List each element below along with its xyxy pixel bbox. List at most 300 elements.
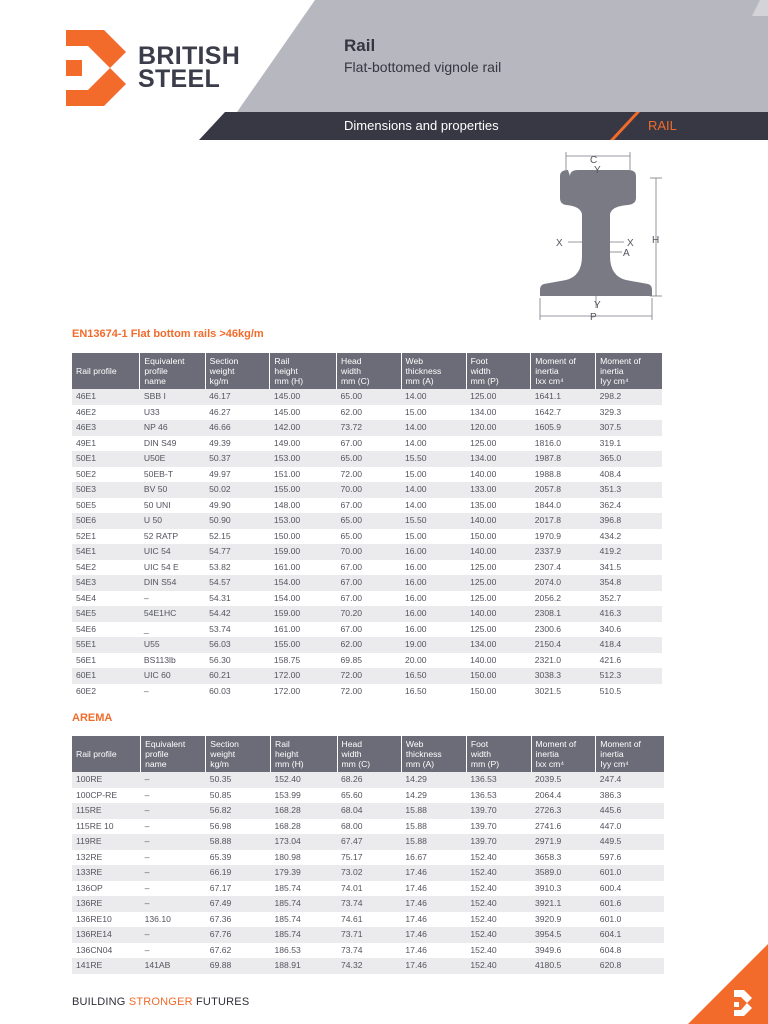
table-cell: 152.40 <box>466 958 531 974</box>
table-cell: 16.00 <box>401 575 466 591</box>
table-cell: 140.00 <box>470 468 497 479</box>
table-row <box>72 637 662 653</box>
table-cell: 136RE <box>72 896 141 912</box>
table-cell: 120.00 <box>466 420 531 436</box>
table-cell: 152.40 <box>466 927 531 943</box>
column-header-line: inertia <box>600 749 624 759</box>
table-cell: DIN S49 <box>143 437 177 448</box>
table-cell: 447.0 <box>599 820 622 831</box>
table-cell: 125.00 <box>470 623 497 634</box>
table-cell: 54E1 <box>72 544 140 560</box>
column-header <box>531 353 596 389</box>
table-cell: 58.88 <box>206 834 271 850</box>
table-cell: 3921.1 <box>531 896 596 912</box>
table-cell: 419.2 <box>596 544 662 560</box>
footer-tagline-part1: BUILDING <box>72 996 129 1008</box>
table-cell: 54E2 <box>76 561 97 572</box>
table-cell: _ <box>143 623 149 634</box>
table-cell: 119RE <box>72 834 141 850</box>
table-cell: 601.0 <box>599 913 622 924</box>
table-cell: 17.46 <box>401 958 466 974</box>
table-cell: 340.6 <box>599 623 622 634</box>
column-header-line: width <box>470 366 491 376</box>
table-cell: 1641.1 <box>531 389 596 405</box>
table-cell: 73.71 <box>337 927 401 943</box>
table-cell: 73.74 <box>341 944 363 955</box>
table-row <box>72 881 664 897</box>
column-header <box>140 353 205 389</box>
table-cell: 72.00 <box>340 685 363 696</box>
table-cell: 67.00 <box>340 592 363 603</box>
table-cell: 50E3 <box>72 482 140 498</box>
column-header <box>401 353 466 389</box>
table-cell: 50E2 <box>76 468 97 479</box>
table-cell: 141RE <box>72 958 141 974</box>
column-header-line: height <box>275 749 299 759</box>
table-cell: 50E5 <box>76 499 97 510</box>
table-cell: 132RE <box>76 851 103 862</box>
table-cell: 298.2 <box>596 389 662 405</box>
table-cell: 136CN04 <box>76 944 113 955</box>
table-cell: 50 UNI <box>143 499 171 510</box>
column-header-line: Iyy cm⁴ <box>600 759 629 769</box>
table-row <box>72 684 662 700</box>
table-cell: 73.72 <box>337 420 401 436</box>
column-header-line: profile <box>145 749 169 759</box>
table-cell: 2337.9 <box>531 544 596 560</box>
table-row <box>72 653 662 669</box>
table-cell: U 50 <box>140 513 205 529</box>
arema-rails-table <box>72 736 664 974</box>
table-row <box>72 912 664 928</box>
footer-tagline <box>72 996 249 1008</box>
table-row <box>72 834 664 850</box>
table-cell: 125.00 <box>470 437 497 448</box>
table-cell: 50.35 <box>206 772 271 788</box>
column-header-line: mm (C) <box>341 759 371 769</box>
table-cell: 72.00 <box>340 468 363 479</box>
table-cell: 185.74 <box>274 882 301 893</box>
diagram-label-a: A <box>623 248 630 259</box>
table-cell: 67.62 <box>209 944 232 955</box>
table-cell: 3910.3 <box>535 882 562 893</box>
table-cell: 145.00 <box>273 406 301 417</box>
table-cell: 154.00 <box>270 575 337 591</box>
column-header <box>72 353 140 389</box>
table-cell: 152.40 <box>466 896 531 912</box>
table-row <box>72 420 662 436</box>
table-cell: 152.40 <box>466 865 531 881</box>
table-cell: 134.00 <box>470 406 497 417</box>
table-cell: 172.00 <box>270 668 337 684</box>
table-cell: 150.00 <box>466 668 531 684</box>
table-cell: 136OP <box>76 882 103 893</box>
table-cell: 73.74 <box>337 896 401 912</box>
table-cell: 56.98 <box>209 820 232 831</box>
table-row <box>72 819 664 835</box>
table-cell: 149.00 <box>273 437 301 448</box>
table-cell: 351.3 <box>596 482 662 498</box>
diagram-label-p: P <box>590 312 597 323</box>
table-row <box>72 482 662 498</box>
table-row <box>72 451 662 467</box>
table-row <box>72 668 662 684</box>
table-cell: 54.77 <box>205 544 270 560</box>
table-cell: 416.3 <box>596 606 662 622</box>
en-rails-table <box>72 353 662 699</box>
column-header <box>466 736 531 772</box>
table-row <box>72 606 662 622</box>
column-header-line: Web <box>405 356 424 366</box>
table-cell: 54E4 <box>76 592 97 603</box>
column-header <box>337 736 401 772</box>
table-cell: 140.00 <box>466 606 531 622</box>
table-cell: 155.00 <box>270 637 337 653</box>
table-cell: 15.50 <box>401 513 466 529</box>
column-header <box>271 736 338 772</box>
table-cell: 158.75 <box>273 654 301 665</box>
table-cell: 60E1 <box>72 668 140 684</box>
table-cell: 1988.8 <box>534 468 562 479</box>
column-header-line: Rail profile <box>76 366 117 376</box>
table-cell: 60.21 <box>205 668 270 684</box>
table-cell: 365.0 <box>596 451 662 467</box>
table-header-row <box>72 736 664 772</box>
column-header-line: Foot <box>470 356 488 366</box>
table-cell: 188.91 <box>271 958 338 974</box>
table-cell: 16.50 <box>405 685 427 696</box>
table-row <box>72 622 662 638</box>
table-cell: 16.50 <box>401 668 466 684</box>
column-header <box>270 353 337 389</box>
table-row <box>72 467 662 483</box>
table-cell: 1816.0 <box>534 437 562 448</box>
table-cell: 449.5 <box>596 834 664 850</box>
table-cell: 67.00 <box>340 623 363 634</box>
table-cell: 15.00 <box>405 468 427 479</box>
table-cell: 136.10 <box>144 913 171 924</box>
table-cell: 46E1 <box>72 389 140 405</box>
table-cell: 151.00 <box>273 468 301 479</box>
table-cell: 512.3 <box>596 668 662 684</box>
table-cell: 53.82 <box>209 561 231 572</box>
diagram-label-h: H <box>652 235 660 246</box>
table-cell: 2150.4 <box>531 637 596 653</box>
table-cell: 54.57 <box>205 575 270 591</box>
brand-name-line1: BRITISH <box>138 42 241 70</box>
column-header-line: Rail profile <box>76 749 117 759</box>
column-header-line: Rail <box>274 356 290 366</box>
table-cell: 142.00 <box>270 420 337 436</box>
column-header-line: width <box>341 366 362 376</box>
table-cell: – <box>144 820 150 831</box>
arema-section-title: AREMA <box>72 712 113 724</box>
table-cell: 145.00 <box>270 389 337 405</box>
brand-name-line2: STEEL <box>138 65 221 93</box>
table-cell: 49.39 <box>209 437 231 448</box>
table-cell: 14.00 <box>401 420 466 436</box>
table-cell: 4180.5 <box>531 958 596 974</box>
table-cell: 16.00 <box>405 623 427 634</box>
table-cell: 67.00 <box>337 575 401 591</box>
footer-tagline-part3: FUTURES <box>192 996 250 1008</box>
table-cell: 153.99 <box>274 789 301 800</box>
table-cell: DIN S54 <box>140 575 205 591</box>
table-cell: 17.46 <box>405 882 427 893</box>
table-cell: 152.40 <box>470 851 497 862</box>
table-cell: 55E1 <box>72 637 140 653</box>
en-section-title: EN13674-1 Flat bottom rails >46kg/m <box>72 328 264 340</box>
table-cell: SBB I <box>140 389 205 405</box>
table-cell: 134.00 <box>466 451 531 467</box>
column-header-line: inertia <box>535 366 559 376</box>
table-cell: 247.4 <box>596 772 664 788</box>
column-header-line: mm (H) <box>275 759 304 769</box>
table-cell: 54E5 <box>72 606 140 622</box>
table-cell: 152.40 <box>470 882 497 893</box>
table-cell: 16.67 <box>405 851 427 862</box>
table-cell: 62.00 <box>340 406 363 417</box>
page-title: Rail <box>344 36 376 55</box>
table-cell: 17.46 <box>401 927 466 943</box>
table-cell: 140.00 <box>466 544 531 560</box>
table-cell: 161.00 <box>273 623 301 634</box>
table-cell: 16.00 <box>405 592 427 603</box>
table-cell: 2017.8 <box>531 513 596 529</box>
table-cell: 69.88 <box>206 958 271 974</box>
diagram-label-c: C <box>590 155 598 166</box>
column-header-line: thickness <box>405 366 442 376</box>
table-row <box>72 803 664 819</box>
table-cell: 1844.0 <box>534 499 562 510</box>
table-cell: 172.00 <box>273 685 301 696</box>
table-cell: 60.03 <box>209 685 231 696</box>
table-cell: 15.00 <box>405 406 427 417</box>
column-header <box>596 736 664 772</box>
table-cell: NP 46 <box>140 420 205 436</box>
column-header-line: kg/m <box>210 759 229 769</box>
table-cell: 319.1 <box>599 437 622 448</box>
table-cell: 50.85 <box>209 789 232 800</box>
table-row <box>72 850 664 866</box>
table-cell: 136RE14 <box>72 927 141 943</box>
table-cell: 50.37 <box>205 451 270 467</box>
table-cell: 50E1 <box>72 451 140 467</box>
table-cell: 68.00 <box>341 820 363 831</box>
table-cell: 1605.9 <box>531 420 596 436</box>
table-cell: 2308.1 <box>531 606 596 622</box>
table-cell: 16.00 <box>401 544 466 560</box>
column-header <box>205 353 270 389</box>
column-header-line: Moment of <box>600 739 641 749</box>
table-cell: 70.20 <box>337 606 401 622</box>
table-row <box>72 896 664 912</box>
table-cell: 15.50 <box>401 451 466 467</box>
table-cell: 604.8 <box>599 944 622 955</box>
table-cell: 2074.0 <box>531 575 596 591</box>
table-cell: 54E1HC <box>140 606 205 622</box>
table-cell: 46E2 <box>76 406 97 417</box>
table-cell: – <box>141 834 206 850</box>
table-cell: UIC 54 E <box>143 561 179 572</box>
column-header <box>531 736 596 772</box>
table-cell: 56E1 <box>76 654 97 665</box>
table-cell: UIC 60 <box>140 668 205 684</box>
table-cell: 46.17 <box>205 389 270 405</box>
table-cell: 125.00 <box>470 561 497 572</box>
table-cell: 421.6 <box>599 654 622 665</box>
table-cell: 115RE <box>72 803 141 819</box>
table-cell: 14.29 <box>401 772 466 788</box>
table-cell: 3658.3 <box>535 851 562 862</box>
table-cell: 67.76 <box>206 927 271 943</box>
column-header-line: Rail <box>275 739 290 749</box>
table-cell: 2064.4 <box>535 789 562 800</box>
table-cell: 352.7 <box>599 592 622 603</box>
table-cell: – <box>144 944 150 955</box>
page-subtitle: Flat-bottomed vignole rail <box>344 59 502 75</box>
table-cell: 17.46 <box>405 944 427 955</box>
table-cell: 3589.0 <box>531 865 596 881</box>
table-cell: 15.88 <box>401 803 466 819</box>
table-cell: – <box>141 803 206 819</box>
table-cell: 2057.8 <box>531 482 596 498</box>
table-cell: 2321.0 <box>534 654 562 665</box>
table-cell: U33 <box>143 406 160 417</box>
table-cell: 74.61 <box>341 913 363 924</box>
table-cell: 150.00 <box>470 530 497 541</box>
column-header-line: Foot <box>470 739 489 749</box>
table-cell: 14.00 <box>401 389 466 405</box>
table-cell: 418.4 <box>596 637 662 653</box>
table-row <box>72 513 662 529</box>
column-header-line: mm (P) <box>470 376 499 386</box>
table-cell: 152.40 <box>470 913 497 924</box>
table-cell: 601.0 <box>596 865 664 881</box>
table-cell: 60E2 <box>76 685 97 696</box>
diagram-label-y-top: Y <box>594 165 601 176</box>
table-cell: 70.00 <box>337 544 401 560</box>
table-cell: 341.5 <box>599 561 622 572</box>
table-cell: 329.3 <box>599 406 622 417</box>
column-header-line: Iyy cm⁴ <box>600 376 629 386</box>
section-band-tag: RAIL <box>648 118 677 133</box>
table-row <box>72 958 664 974</box>
table-cell: – <box>141 865 206 881</box>
column-header <box>72 736 141 772</box>
table-cell: 67.47 <box>337 834 401 850</box>
table-cell: 65.00 <box>337 389 401 405</box>
column-header-line: height <box>274 366 298 376</box>
table-cell: 2971.9 <box>531 834 596 850</box>
column-header-line: Moment of <box>535 356 576 366</box>
table-cell: 52.15 <box>209 530 231 541</box>
column-header-line: Moment of <box>535 739 577 749</box>
table-cell: 148.00 <box>273 499 301 510</box>
column-header <box>206 736 271 772</box>
table-cell: 74.01 <box>341 882 363 893</box>
table-cell: 601.6 <box>596 896 664 912</box>
corner-logo-icon <box>668 944 768 1024</box>
table-cell: 396.8 <box>596 513 662 529</box>
table-cell: 17.46 <box>401 896 466 912</box>
column-header-line: name <box>145 759 167 769</box>
table-cell: 186.53 <box>274 944 301 955</box>
table-cell: 14.00 <box>401 482 466 498</box>
column-header-line: Web <box>405 739 424 749</box>
table-cell: 1987.8 <box>531 451 596 467</box>
column-header-line: inertia <box>600 366 624 376</box>
table-cell: 185.74 <box>271 896 338 912</box>
table-cell: 139.70 <box>470 820 497 831</box>
table-cell: 67.49 <box>206 896 271 912</box>
table-cell: 152.40 <box>271 772 338 788</box>
table-cell: 3021.5 <box>534 685 562 696</box>
column-header-line: weight <box>209 366 235 376</box>
table-cell: 134.00 <box>466 637 531 653</box>
table-row <box>72 389 662 405</box>
table-cell: 604.1 <box>596 927 664 943</box>
column-header-line: name <box>144 376 166 386</box>
table-cell: 73.02 <box>337 865 401 881</box>
table-cell: 180.98 <box>274 851 301 862</box>
table-row <box>72 560 662 576</box>
table-cell: 173.04 <box>271 834 338 850</box>
table-cell: 386.3 <box>599 789 622 800</box>
table-cell: 2300.6 <box>534 623 562 634</box>
table-cell: 68.26 <box>337 772 401 788</box>
table-cell: 67.17 <box>209 882 232 893</box>
table-cell: 597.6 <box>599 851 622 862</box>
table-cell: 168.28 <box>274 820 301 831</box>
table-row <box>72 943 664 959</box>
table-row <box>72 405 662 421</box>
table-row <box>72 436 662 452</box>
table-cell: 14.00 <box>405 499 427 510</box>
diagram-label-x-left: X <box>556 238 563 249</box>
column-header <box>401 736 466 772</box>
column-header-line: kg/m <box>209 376 229 386</box>
table-cell: 54.31 <box>209 592 231 603</box>
diagram-label-y-bottom: Y <box>594 300 601 311</box>
table-cell: 620.8 <box>596 958 664 974</box>
table-cell: 67.00 <box>340 499 363 510</box>
table-cell: 67.00 <box>340 437 363 448</box>
table-cell: 150.00 <box>470 685 497 696</box>
table-row <box>72 591 662 607</box>
table-cell: 19.00 <box>401 637 466 653</box>
table-cell: 49.90 <box>209 499 231 510</box>
table-cell: 408.4 <box>599 468 622 479</box>
column-header-line: Section <box>209 356 239 366</box>
table-cell: 125.00 <box>470 592 497 603</box>
table-cell: 65.39 <box>209 851 232 862</box>
table-cell: 52 RATP <box>143 530 179 541</box>
table-cell: 3954.5 <box>531 927 596 943</box>
table-cell: – <box>141 772 206 788</box>
table-cell: 66.19 <box>206 865 271 881</box>
table-cell: 3920.9 <box>535 913 562 924</box>
table-cell: 50EB-T <box>143 468 174 479</box>
table-cell: 17.46 <box>405 913 427 924</box>
table-cell: 159.00 <box>270 544 337 560</box>
column-header-line: mm (H) <box>274 376 304 386</box>
table-cell: 185.74 <box>271 927 338 943</box>
table-cell: 15.88 <box>405 820 427 831</box>
table-cell: 152.40 <box>470 944 497 955</box>
table-cell: 140.00 <box>470 654 497 665</box>
table-cell: 153.00 <box>270 513 337 529</box>
